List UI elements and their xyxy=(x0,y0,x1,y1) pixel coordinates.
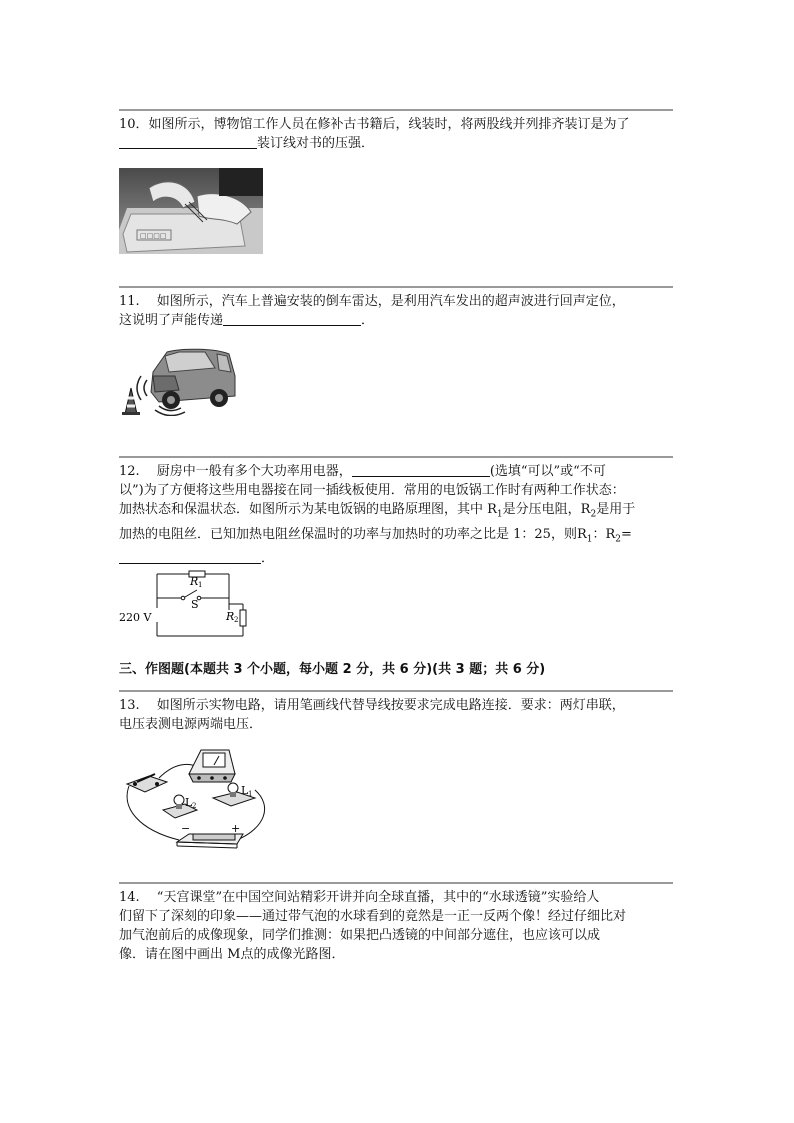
svg-text:2: 2 xyxy=(192,802,197,810)
separator-q10 xyxy=(119,109,673,111)
q12-line5: ． xyxy=(119,549,673,568)
label-switch: S xyxy=(191,598,199,611)
separator-q12 xyxy=(119,456,673,458)
separator-q13 xyxy=(119,690,673,692)
svg-text:+: + xyxy=(231,822,241,835)
separator-q14 xyxy=(119,882,673,884)
q12-line1: 12. 厨房中一般有多个大功率用电器， (选填“可以”或“不可 xyxy=(119,464,606,479)
q14-line3: 加气泡前后的成像现象，同学们推测：如果把凸透镜的中间部分遮住，也应该可以成 xyxy=(119,928,601,943)
svg-text:−: − xyxy=(181,822,191,835)
q14-line4: 像．请在图中画出 M点的成像光路图． xyxy=(119,947,345,962)
q14-line1: 14. “天宫课堂”在中国空间站精彩开讲并向全球直播，其中的“水球透镜”实验给人 xyxy=(119,890,600,905)
q10-line1: 10．如图所示，博物馆工作人员在修补古书籍后，线装时，将两股线并列排齐装订是为了 xyxy=(119,117,630,132)
label-r1: R xyxy=(190,575,199,588)
q12-circuit-diagram xyxy=(119,566,251,642)
label-r2: R xyxy=(226,610,235,623)
separator-q11 xyxy=(119,286,673,288)
question-12 xyxy=(119,462,673,568)
q12-answer-blank-1[interactable] xyxy=(352,463,490,477)
q13-line1: 13. 如图所示实物电路，请用笔画线代替导线按要求完成电路连接．要求：两灯串联， xyxy=(119,698,625,713)
q13-physical-circuit-picture xyxy=(119,748,271,854)
q10-answer-blank[interactable] xyxy=(119,135,257,149)
q12-line4: 加热的电阻丝．已知加热电阻丝保温时的功率与加热时的功率之比是 1：25，则$R_1$：$R_2=$ xyxy=(119,526,632,545)
q14-line2: 们留下了深刻的印象——通过带气泡的水球看到的竟然是一正一反两个像！经过仔细比对 xyxy=(119,909,627,924)
q10-line2: 装订线对书的压强． xyxy=(119,134,673,153)
svg-text:□□□□: □□□□ xyxy=(140,232,167,240)
q11-car-radar-picture xyxy=(119,346,237,416)
svg-text:L: L xyxy=(185,796,193,809)
svg-text:L: L xyxy=(241,784,249,797)
question-10 xyxy=(119,115,673,153)
svg-text:1: 1 xyxy=(198,581,203,589)
q13-line2: 电压表测电源两端电压． xyxy=(119,717,263,732)
label-voltage: 220 V xyxy=(119,611,152,624)
q10-photo xyxy=(119,168,263,254)
q12-line2: 以”)为了方便将这些用电器接在同一插线板使用．常用的电饭锅工作时有两种工作状态： xyxy=(119,483,625,498)
question-13 xyxy=(119,696,673,734)
question-14 xyxy=(119,888,673,964)
section-3-heading: 三、作图题(本题共 3 个小题，每小题 2 分，共 6 分)(共 3 题；共 6 分) xyxy=(119,662,546,677)
question-11 xyxy=(119,292,673,330)
svg-text:1: 1 xyxy=(248,790,253,798)
q12-line3: 加热状态和保温状态．如图所示为某电饭锅的电路原理图，其中 $R_1$是分压电阻，$R_2$是用于 xyxy=(119,502,636,520)
q11-line2: 这说明了声能传递 ． xyxy=(119,313,375,328)
q11-answer-blank[interactable] xyxy=(223,312,361,326)
svg-text:2: 2 xyxy=(234,616,239,624)
q11-line1: 11. 如图所示，汽车上普遍安装的倒车雷达，是利用汽车发出的超声波进行回声定位， xyxy=(119,294,625,309)
q12-answer-blank-2[interactable] xyxy=(119,550,261,564)
